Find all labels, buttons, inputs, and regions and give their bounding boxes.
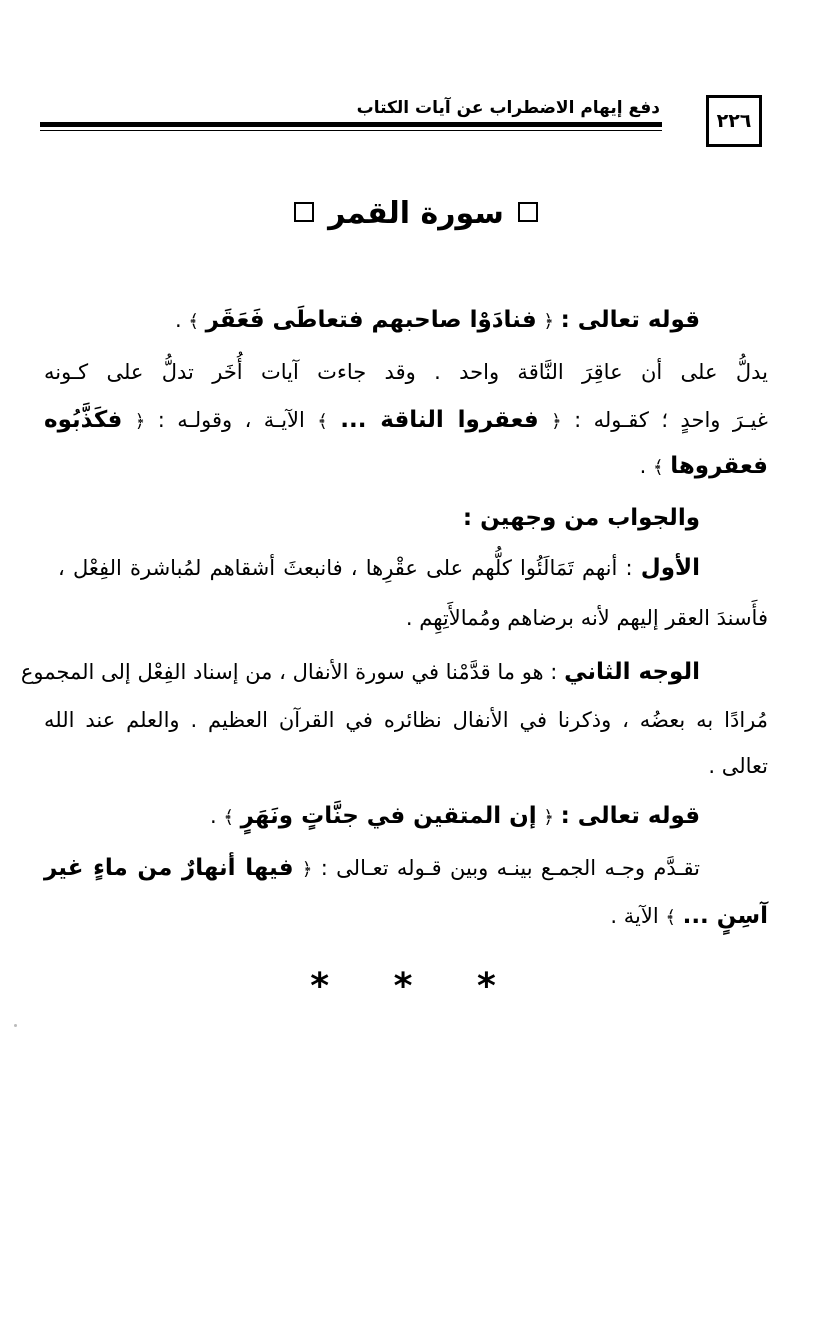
body-text: غيـرَ واحدٍ ؛ كقـوله : <box>574 408 768 432</box>
quranic-verse: فعقروها <box>670 453 768 479</box>
ornate-bracket-close-icon: ﴾ <box>223 807 234 828</box>
ornate-bracket-close-icon: ﴾ <box>665 907 676 928</box>
body-text-line <box>44 404 768 438</box>
verse-intro-label: قوله تعالى : <box>560 307 700 333</box>
body-text: تقـدَّم وجـه الجمـع بينـه وبين قـوله تعـالى : <box>320 856 700 880</box>
section-heading <box>0 196 832 231</box>
body-text: الآيـة ، وقولـه : <box>157 408 305 432</box>
ornate-bracket-open-icon: ﴿ <box>134 411 146 432</box>
body-text-line: تعالى . <box>708 754 768 778</box>
body-text-line <box>44 852 700 886</box>
second-point-label: الوجه الثاني <box>564 659 700 685</box>
punctuation: . <box>639 454 647 478</box>
ornate-bracket-close-icon: ﴾ <box>188 311 199 332</box>
body-text-line: مُرادًا به بعضُه ، وذكرنا في الأنفال نظائره في القرآن العظيم . والعلم عند الله <box>44 708 768 732</box>
quranic-verse: فكَذَّبُوه <box>44 407 123 433</box>
section-title-text: سورة القمر <box>328 196 504 231</box>
header-rule-thick <box>40 122 662 127</box>
body-text-line <box>58 552 700 584</box>
header-rule-thin <box>40 130 662 131</box>
ornate-bracket-open-icon: ﴿ <box>543 311 554 332</box>
page-number: ٢٢٦ <box>706 95 762 147</box>
verse-line-2 <box>210 800 700 834</box>
answer-heading <box>463 502 700 534</box>
answer-heading-text: والجواب من وجهين : <box>462 505 700 531</box>
square-ornament-icon <box>518 202 538 222</box>
punctuation: . <box>210 804 217 828</box>
quranic-verse: فنادَوْا صاحبهم فتعاطَى فَعَقَر <box>205 307 537 333</box>
body-text: : هو ما قدَّمْنا في سورة الأنفال ، من إسناد الفِعْل إلى المجموع <box>20 660 558 684</box>
body-text-line <box>640 450 768 484</box>
punctuation: . <box>174 308 182 332</box>
quranic-verse: آسِنٍ ... <box>682 903 768 929</box>
ornate-bracket-open-icon: ﴿ <box>543 807 554 828</box>
body-text-line <box>610 900 768 934</box>
first-point-label: الأول <box>640 555 700 581</box>
verse-line-1 <box>175 304 700 338</box>
quranic-verse: إن المتقين في جنَّاتٍ ونَهَرٍ <box>240 803 537 829</box>
ornate-bracket-close-icon: ﴾ <box>652 457 664 478</box>
body-text: الآية . <box>610 904 659 928</box>
body-text-line: فأَسندَ العقر إليهم لأنه برضاهم ومُمالأَتِهِم . <box>405 606 768 630</box>
section-separator-stars: * * * <box>310 966 522 1007</box>
ornate-bracket-open-icon: ﴿ <box>551 411 562 432</box>
body-text: : أنهم تَمَالَئُوا كلُّهم على عقْرِها ، فانبعثَ أشقاهم لمُباشرة الفِعْل ، <box>58 556 633 580</box>
ornate-bracket-close-icon: ﴾ <box>317 411 328 432</box>
body-text-line <box>20 656 700 688</box>
quranic-verse: فيها أنهارٌ من ماءٍ غير <box>44 855 294 881</box>
verse-intro-label: قوله تعالى : <box>560 803 700 829</box>
square-ornament-icon <box>294 202 314 222</box>
quranic-verse: فعقروا الناقة ... <box>340 407 539 433</box>
ornate-bracket-open-icon: ﴿ <box>301 859 313 880</box>
body-text-line: يدلُّ على أن عاقِرَ النَّاقة واحد . وقد جاءت آيات أُخَر تدلُّ على كـونه <box>44 360 768 384</box>
scan-speck <box>14 1024 17 1027</box>
running-header-title: دفع إيهام الاضطراب عن آيات الكتاب <box>356 98 660 118</box>
